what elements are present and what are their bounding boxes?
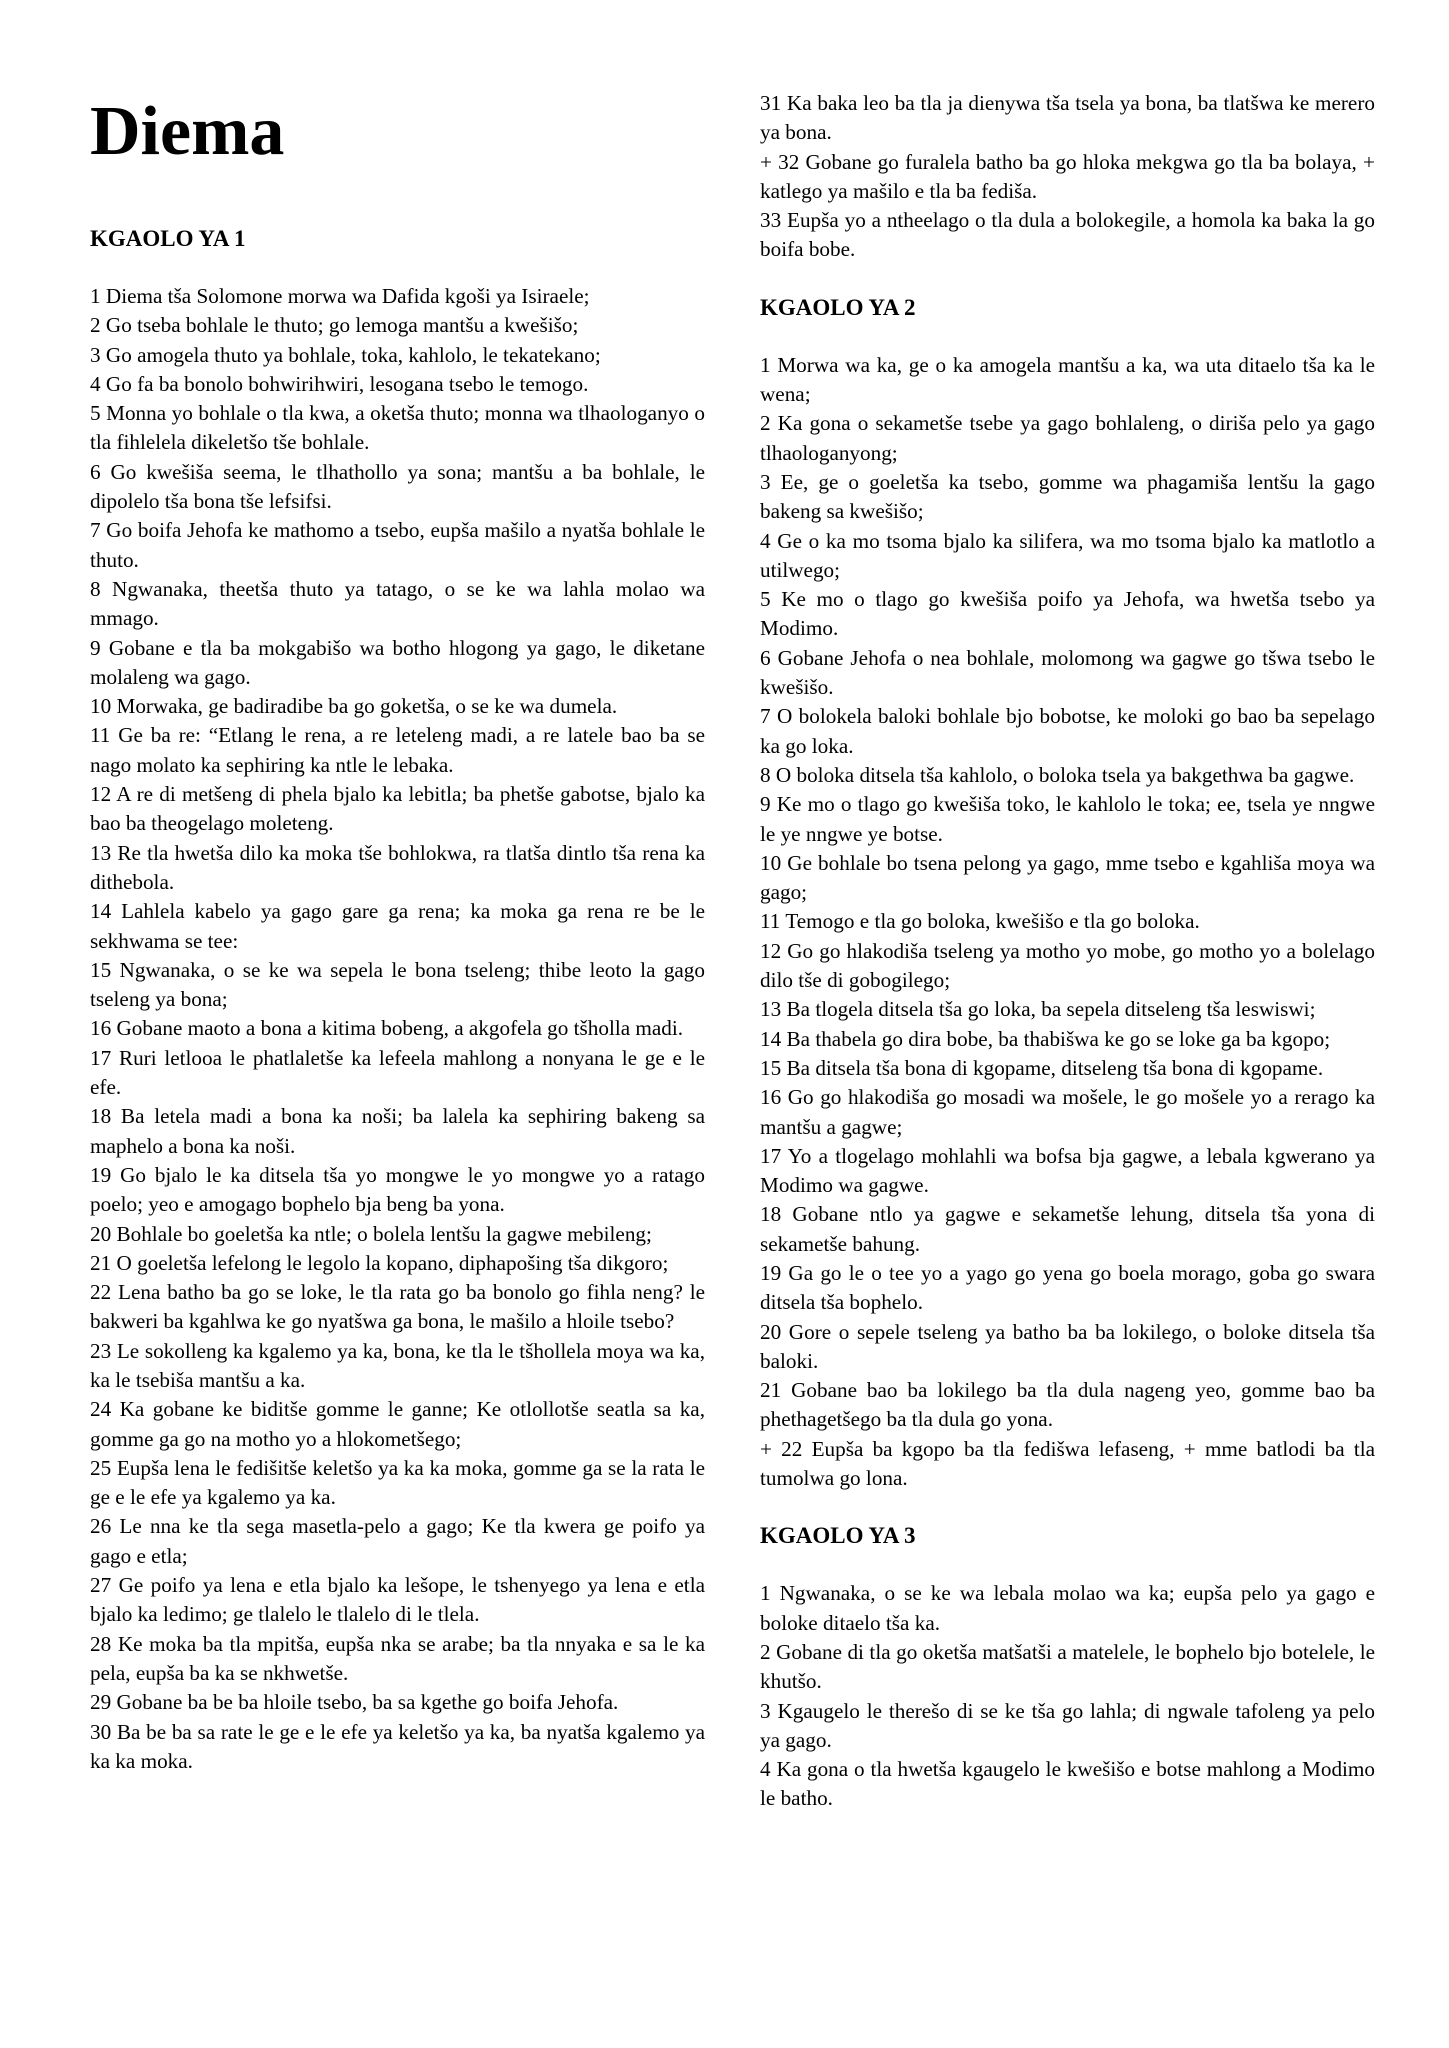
verse: 15 Ngwanaka, o se ke wa sepela le bona tseleng; thibe leoto la gago tseleng ya bona;: [90, 957, 705, 1012]
chapter-heading: KGAOLO YA 2: [760, 294, 916, 320]
verse: 9 Gobane e tla ba mokgabišo wa botho hlogong ya gago, le diketane molaleng wa gago.: [90, 635, 705, 689]
verse: 21 Gobane bao ba lokilego ba tla dula nageng yeo, gomme bao ba phethagetšego ba tla dula go yona.: [760, 1378, 1375, 1432]
verse: 4 Ka gona o tla hwetša kgaugelo le kwešišo e botse mahlong a Modimo le batho.: [760, 1757, 1375, 1811]
verse: 19 Ga go le o tee yo a yago go yena go boela morago, goba go swara ditsela tša bophelo.: [760, 1260, 1375, 1315]
verse: 28 Ke moka ba tla mpitša, eupša nka se arabe; ba tla nnyaka e sa le ka pela, eupša ba ka se nkhwetše.: [90, 1631, 705, 1685]
verse: 9 Ke mo o tlago go kwešiša toko, le kahlolo le toka; ee, tsela ye nngwe le ye nngwe ye botse.: [760, 792, 1375, 846]
verse: 14 Lahlela kabelo ya gago gare ga rena; ka moka ga rena re be le sekhwama se tee:: [90, 899, 705, 953]
verse: 8 Ngwanaka, theetša thuto ya tatago, o se ke wa lahla molao wa mmago.: [90, 576, 705, 631]
verse: 31 Ka baka leo ba tla ja dienywa tša tsela ya bona, ba tlatšwa ke merero ya bona.: [760, 91, 1375, 145]
verse: + 32 Gobane go furalela batho ba go hloka mekgwa go tla ba bolaya, + katlego ya mašilo e tla ba fediša.: [760, 149, 1375, 203]
verse: 7 O bolokela baloki bohlale bjo bobotse, ke moloki go bao ba sepelago ka go loka.: [760, 704, 1375, 758]
verse: 11 Ge ba re: “Etlang le rena, a re leteleng madi, a re latele bao ba se nago molato ka sephiring ka ntle le lebaka.: [90, 723, 705, 777]
left-column: [90, 0, 705, 1776]
right-column: [760, 0, 1375, 1814]
verse: 16 Go go hlakodiša go mosadi wa mošele, le go mošele yo a rerago ka mantšu a gagwe;: [760, 1085, 1375, 1139]
verse: 3 Go amogela thuto ya bohlale, toka, kahlolo, le tekatekano;: [90, 342, 601, 367]
chapter-heading: KGAOLO YA 3: [760, 1523, 916, 1549]
verse: 33 Eupša yo a ntheelago o tla dula a bolokegile, a homola ka baka la go boifa bobe.: [760, 208, 1375, 262]
verse: 18 Gobane ntlo ya gagwe e sekametše lehung, ditsela tša yona di sekametše bahung.: [760, 1202, 1375, 1256]
verse: 13 Ba tlogela ditsela tša go loka, ba sepela ditseleng tša leswiswi;: [760, 997, 1316, 1022]
verse: 14 Ba thabela go dira bobe, ba thabišwa ke go se loke ga ba kgopo;: [760, 1026, 1331, 1051]
verse: 6 Go kwešiša seema, le tlhathollo ya sona; mantšu a ba bohlale, le dipolelo tša bona tše lefsifsi.: [90, 459, 705, 514]
verse: 13 Re tla hwetša dilo ka moka tše bohlokwa, ra tlatša dintlo tša rena ka dithebola.: [90, 840, 705, 894]
verse: 23 Le sokolleng ka kgalemo ya ka, bona, ke tla le tšhollela moya wa ka, ka le tsebiša mantšu a ka.: [90, 1338, 705, 1392]
verse: 17 Yo a tlogelago mohlahli wa bofsa bja gagwe, a lebala kgwerano ya Modimo wa gagwe.: [760, 1143, 1375, 1198]
chapter-heading: KGAOLO YA 1: [90, 226, 246, 251]
verse: 22 Lena batho ba go se loke, le tla rata go ba bonolo go fihla neng? le bakweri ba kgahlwa ke go nyatšwa ga bona, le mašilo a hloile tsebo?: [90, 1280, 705, 1334]
verse: 10 Ge bohlale bo tsena pelong ya gago, mme tsebo e kgahliša moya wa gago;: [760, 850, 1375, 905]
verse: 4 Ge o ka mo tsoma bjalo ka silifera, wa mo tsoma bjalo ka matlotlo a utilwego;: [760, 528, 1375, 582]
verse: 2 Ka gona o sekametše tsebe ya gago bohlaleng, o diriša pelo ya gago tlhaologanyong;: [760, 411, 1375, 465]
verse: 2 Gobane di tla go oketša matšatši a matelele, le bophelo bjo botelele, le khutšo.: [760, 1639, 1375, 1694]
verse: 12 Go go hlakodiša tseleng ya motho yo mobe, go motho yo a bolelago dilo tše di gobogilego;: [760, 938, 1375, 993]
verse: 26 Le nna ke tla sega masetla-pelo a gago; Ke tla kwera ge poifo ya gago e etla;: [90, 1514, 705, 1568]
page-title: Diema: [90, 93, 285, 170]
verse: 7 Go boifa Jehofa ke mathomo a tsebo, eupša mašilo a nyatša bohlale le thuto.: [90, 518, 705, 572]
verse: + 22 Eupša ba kgopo ba tla fedišwa lefaseng, + mme batlodi ba tla tumolwa go lona.: [760, 1436, 1375, 1491]
verse: 10 Morwaka, ge badiradibe ba go goketša, o se ke wa dumela.: [90, 694, 618, 719]
verse: 21 O goeletša lefelong le legolo la kopano, diphapošing tša dikgoro;: [90, 1250, 669, 1275]
verse: 1 Morwa wa ka, ge o ka amogela mantšu a ka, wa uta ditaelo tša ka le wena;: [760, 352, 1375, 407]
verse: 8 O boloka ditsela tša kahlolo, o boloka tsela ya bakgethwa ba gagwe.: [760, 762, 1355, 787]
verse: 20 Gore o sepele tseleng ya batho ba ba lokilego, o boloke ditsela tša baloki.: [760, 1319, 1375, 1373]
verse: 11 Temogo e tla go boloka, kwešišo e tla go boloka.: [760, 909, 1200, 934]
verse: 20 Bohlale bo goeletša ka ntle; o bolela lentšu la gagwe mebileng;: [90, 1221, 652, 1246]
verse: 29 Gobane ba be ba hloile tsebo, ba sa kgethe go boifa Jehofa.: [90, 1690, 619, 1715]
verse: 3 Kgaugelo le therešo di se ke tša go lahla; di ngwale tafoleng ya pelo ya gago.: [760, 1698, 1375, 1752]
verse: 4 Go fa ba bonolo bohwirihwiri, lesogana tsebo le temogo.: [90, 371, 589, 396]
verse: 3 Ee, ge o goeletša ka tsebo, gomme wa phagamiša lentšu la gago bakeng sa kwešišo;: [760, 469, 1375, 524]
verse: 30 Ba be ba sa rate le ge e le efe ya keletšo ya ka, ba nyatša kgalemo ya ka ka moka.: [90, 1719, 705, 1773]
verse: 12 A re di metšeng di phela bjalo ka lebitla; ba phetše gabotse, bjalo ka bao ba theogelago moleteng.: [90, 782, 705, 836]
verse: 6 Gobane Jehofa o nea bohlale, molomong wa gagwe go tšwa tsebo le kwešišo.: [760, 645, 1375, 700]
verse: 16 Gobane maoto a bona a kitima bobeng, a akgofela go tšholla madi.: [90, 1016, 684, 1041]
verse: 1 Ngwanaka, o se ke wa lebala molao wa ka; eupša pelo ya gago e boloke ditaelo tša ka.: [760, 1581, 1375, 1635]
verse: 2 Go tseba bohlale le thuto; go lemoga mantšu a kwešišo;: [90, 313, 579, 338]
verse: 1 Diema tša Solomone morwa wa Dafida kgoši ya Isiraele;: [90, 284, 590, 308]
verse: 18 Ba letela madi a bona ka noši; ba lalela ka sephiring bakeng sa maphelo a bona ka noši.: [90, 1104, 705, 1158]
verse: 15 Ba ditsela tša bona di kgopame, ditseleng tša bona di kgopame.: [760, 1055, 1324, 1080]
verse: 5 Monna yo bohlale o tla kwa, a oketša thuto; monna wa tlhaologanyo o tla fihlelela dikeletšo tše bohlale.: [90, 401, 705, 455]
verse: 19 Go bjalo le ka ditsela tša yo mongwe le yo mongwe yo a ratago poelo; yeo e amogago bophelo bja beng ba yona.: [90, 1162, 705, 1217]
verse: 17 Ruri letlooa le phatlaletše ka lefeela mahlong a nonyana le ge e le efe.: [90, 1045, 705, 1100]
verse: 5 Ke mo o tlago go kwešiša poifo ya Jehofa, wa hwetša tsebo ya Modimo.: [760, 587, 1375, 641]
verse: 27 Ge poifo ya lena e etla bjalo ka lešope, le tshenyego ya lena e etla bjalo ka ledimo; ge tlalelo le tlalelo di le tlela.: [90, 1573, 705, 1627]
verse: 25 Eupša lena le fedišitše keletšo ya ka ka moka, gomme ga se la rata le ge e le efe ya kgalemo ya ka.: [90, 1455, 705, 1510]
verse: 24 Ka gobane ke biditše gomme le ganne; Ke otlollotše seatla sa ka, gomme ga go na motho yo a hlokometšego;: [90, 1397, 705, 1451]
